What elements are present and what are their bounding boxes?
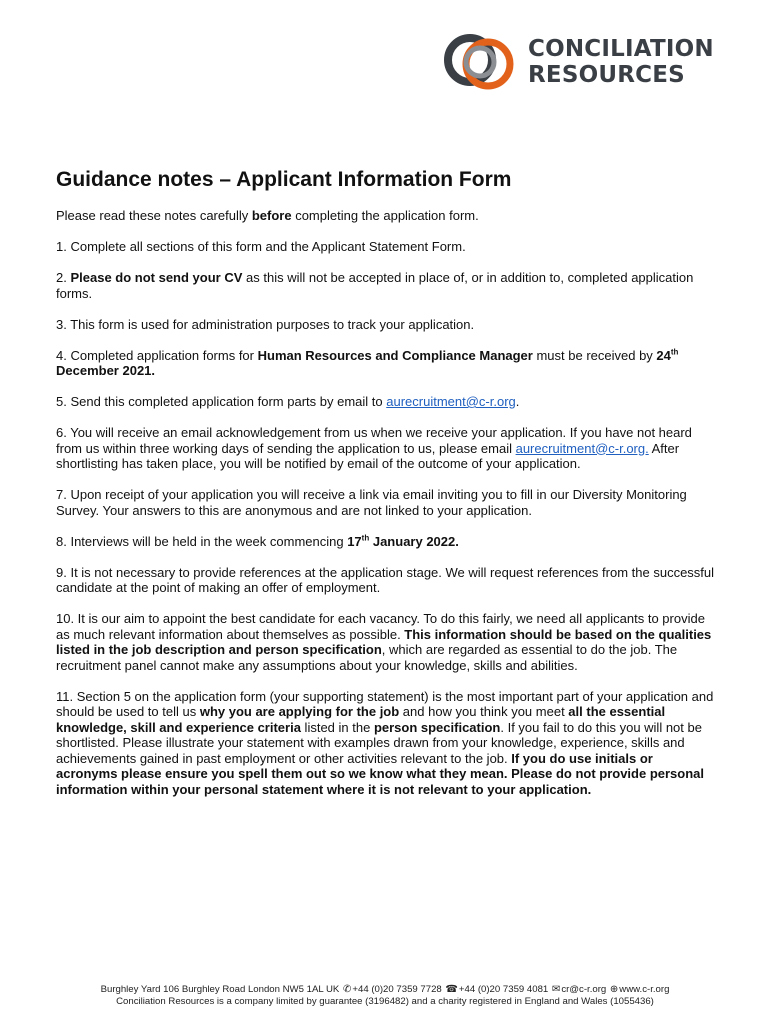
recruitment-email-link[interactable]: aurecruitment@c-r.org bbox=[386, 394, 516, 409]
note-2 bbox=[56, 270, 716, 301]
text: 11. Section 5 on the application form (your supporting statement) is the most important part of your application and should be used to tell us bbox=[56, 688, 714, 719]
emphasis: all the essential knowledge, skill and experience criteria bbox=[56, 704, 666, 735]
emphasis: why you are applying for the job bbox=[199, 704, 400, 719]
note-7: 7. Upon receipt of your application you will receive a link via email inviting you to fill in our Diversity Monitoring Survey. Your answers to this are anonymous and are not linked to your application. bbox=[56, 487, 687, 518]
note-11 bbox=[56, 689, 716, 798]
footer-phone: +44 (0)20 7359 7728 bbox=[352, 984, 445, 995]
fax-icon: ☎ bbox=[445, 984, 458, 995]
text: as this will not be accepted in place of, or in addition to, completed application forms. bbox=[56, 270, 694, 301]
text: and how you think you meet bbox=[399, 704, 569, 719]
text: After shortlisting has taken place, you will be notified by email of the outcome of your application. bbox=[56, 440, 680, 471]
guidance-body bbox=[56, 208, 716, 813]
job-title: Human Resources and Compliance Manager bbox=[257, 347, 533, 363]
interview-date bbox=[347, 534, 459, 549]
emphasis: This information should be based on the qualities listed in the job description and person specification bbox=[56, 626, 712, 657]
text: Please read these notes carefully bbox=[56, 208, 252, 223]
interview-day: 17 bbox=[347, 533, 362, 549]
note-9: 9. It is not necessary to provide references at the application stage. We will request references from the successful candidate at the point of making an offer of employment. bbox=[56, 564, 715, 595]
note-3: 3. This form is used for administration purposes to track your application. bbox=[56, 316, 475, 332]
mail-icon: ✉ bbox=[551, 984, 561, 995]
text: 10. It is our aim to appoint the best candidate for each vacancy. To do this fairly, we need all applicants to provide as much relevant information about themselves as possible. bbox=[56, 611, 705, 642]
note-5 bbox=[56, 394, 716, 410]
logo-line-2: RESOURCES bbox=[528, 62, 685, 88]
text: 2. bbox=[56, 270, 71, 285]
intro-paragraph bbox=[56, 208, 716, 224]
text: . If you fail to do this you will not be shortlisted. Please illustrate your statement with examples drawn from your knowledge, experience, skills and achievements gained in past employment or other activities relevant to the job. bbox=[56, 719, 702, 766]
interview-month-year: January 2022. bbox=[369, 533, 459, 549]
text: 5. Send this completed application form parts by email to bbox=[56, 394, 387, 409]
emphasis: Please do not send your CV bbox=[70, 270, 243, 285]
note-1: 1. Complete all sections of this form and the Applicant Statement Form. bbox=[56, 239, 466, 254]
footer-email: cr@c-r.org bbox=[561, 984, 609, 995]
deadline-month-year: December 2021. bbox=[56, 363, 156, 378]
text: 6. You will receive an email acknowledgement from us when we receive your application. If you have not heard from us within three working days of sending the application to us, please email bbox=[56, 425, 692, 456]
logo-line-1: CONCILIATION bbox=[528, 36, 714, 62]
footer-fax: +44 (0)20 7359 4081 bbox=[458, 984, 551, 995]
footer-website: www.c-r.org bbox=[619, 984, 670, 995]
text: , which are regarded as essential to do the job. The recruitment panel cannot make any assumptions about your knowledge, skills and abilities. bbox=[56, 642, 678, 673]
text: 4. Completed application forms for bbox=[56, 347, 258, 363]
logo-wordmark bbox=[528, 36, 714, 88]
recruitment-email-link[interactable]: aurecruitment@c-r.org. bbox=[515, 440, 649, 456]
logo-mark-icon bbox=[440, 24, 530, 102]
phone-icon: ✆ bbox=[343, 984, 352, 995]
page-footer bbox=[0, 984, 770, 1008]
note-4 bbox=[56, 348, 716, 379]
globe-icon: ⊕ bbox=[609, 984, 619, 995]
emphasis: If you do use initials or acronyms please ensure you spell them out so we know what they mean. Please do not provide personal information within your personal statement where it is not relevant to your application. bbox=[56, 750, 705, 797]
text: . bbox=[515, 394, 520, 409]
ordinal-suffix: th bbox=[361, 533, 370, 543]
note-8 bbox=[56, 534, 716, 550]
deadline-day: 24 bbox=[656, 347, 671, 363]
emphasis: person specification bbox=[373, 719, 501, 735]
text: completing the application form. bbox=[291, 208, 479, 223]
ordinal-suffix: th bbox=[670, 347, 679, 357]
note-10 bbox=[56, 611, 716, 673]
text: must be received by bbox=[532, 347, 657, 363]
page-title: Guidance notes – Applicant Information Form bbox=[56, 168, 512, 191]
note-6 bbox=[56, 425, 716, 472]
footer-legal-line: Conciliation Resources is a company limited by guarantee (3196482) and a charity registered in England and Wales (1055436) bbox=[116, 996, 654, 1007]
text: 8. Interviews will be held in the week commencing bbox=[56, 533, 348, 549]
footer-contact-line bbox=[0, 984, 770, 996]
footer-address: Burghley Yard 106 Burghley Road London NW5 1AL UK bbox=[100, 984, 342, 995]
emphasis: before bbox=[251, 208, 292, 223]
text: listed in the bbox=[300, 719, 374, 735]
